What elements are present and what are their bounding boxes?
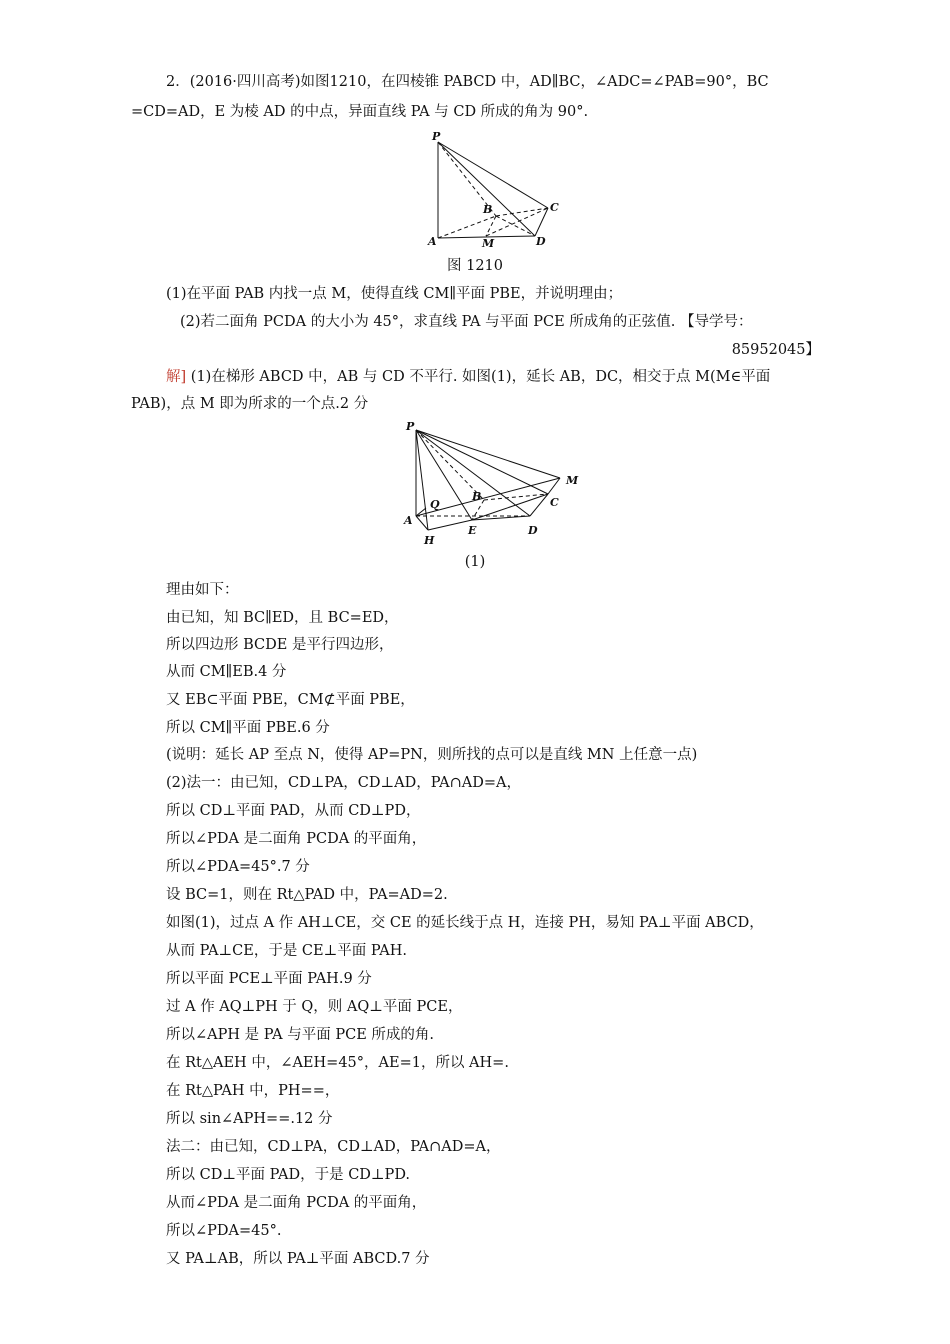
label-C: C: [550, 496, 559, 509]
label-D: D: [536, 235, 546, 248]
label-E: E: [468, 524, 477, 537]
edge-MC: [486, 208, 548, 236]
solution-line: 在 Rt△AEH 中，∠AEH=45°，AE=1，所以 AH=.: [166, 1055, 509, 1071]
label-M: M: [566, 474, 579, 487]
solution-line: 所以四边形 BCDE 是平行四边形，: [166, 637, 394, 653]
figure-1-caption: (1): [464, 554, 486, 570]
solution-line: 如图(1)，过点 A 作 AH⊥CE，交 CE 的延长线于点 H，连接 PH，易知 PA⊥平面 ABCD，: [166, 915, 764, 931]
solution-line: 所以∠PDA=45°.: [166, 1223, 282, 1239]
solution-text-1: (1)在梯形 ABCD 中，AB 与 CD 不平行. 如图(1)，延长 AB，DC，相交于点 M(M∈平面: [190, 369, 771, 385]
solution-line: 理由如下：: [166, 582, 239, 598]
solution-line: (2)法一：由已知，CD⊥PA，CD⊥AD，PA∩AD=A，: [166, 775, 522, 791]
solution-line: 法二：由已知，CD⊥PA，CD⊥AD，PA∩AD=A，: [166, 1139, 501, 1155]
edge-PD: [438, 142, 535, 236]
edge-BM: [486, 216, 496, 236]
label-H: H: [424, 534, 435, 546]
solution-line: 又 EB⊂平面 PBE，CM⊄平面 PBE，: [166, 692, 415, 708]
solution-line: 由已知，知 BC∥ED，且 BC=ED，: [166, 610, 399, 626]
solution-line: 从而 PA⊥CE，于是 CE⊥平面 PAH.: [166, 943, 408, 959]
solution-line: 所以平面 PCE⊥平面 PAH.9 分: [166, 971, 372, 987]
solution-line: 从而∠PDA 是二面角 PCDA 的平面角，: [166, 1195, 427, 1211]
label-P: P: [406, 420, 415, 433]
solution-line: 所以∠APH 是 PA 与平面 PCE 所成的角.: [166, 1027, 435, 1043]
solution-line: 设 BC=1，则在 Rt△PAD 中，PA=AD=2.: [166, 887, 448, 903]
solution-line: 所以 CD⊥平面 PAD，从而 CD⊥PD，: [166, 803, 421, 819]
solution-line: 过 A 作 AQ⊥PH 于 Q，则 AQ⊥平面 PCE，: [166, 999, 463, 1015]
edge-BD: [496, 216, 535, 236]
figure-1210-caption: 图 1210: [446, 258, 503, 274]
label-A: A: [428, 235, 437, 248]
solution-line: 所以 CD⊥平面 PAD，于是 CD⊥PD.: [166, 1167, 411, 1183]
edge-AB: [438, 216, 496, 238]
label-B: B: [483, 203, 493, 216]
solution-line: 又 PA⊥AB，所以 PA⊥平面 ABCD.7 分: [166, 1251, 430, 1267]
figure-1210: [420, 128, 570, 252]
solution-line: 所以∠PDA=45°.7 分: [166, 859, 310, 875]
problem-line-1: 2．(2016·四川高考)如图1210，在四棱锥 PABCD 中，AD∥BC，∠ADC=∠PAB=90°，BC: [166, 74, 769, 90]
question-1: (1)在平面 PAB 内找一点 M，使得直线 CM∥平面 PBE，并说明理由；: [166, 286, 623, 302]
solution-line-2: PAB)，点 M 即为所求的一个点.2 分: [131, 396, 369, 412]
solution-label: 解]: [166, 369, 187, 385]
label-C: C: [550, 201, 559, 214]
solution-line: 从而 CM∥EB.4 分: [166, 664, 287, 680]
solution-line: 在 Rt△PAH 中，PH==，: [166, 1083, 340, 1099]
solution-line: 所以 sin∠APH==.12 分: [166, 1111, 333, 1127]
guide-number: 85952045】: [731, 342, 820, 358]
figure-1: [398, 418, 588, 546]
label-M: M: [482, 237, 495, 250]
label-D: D: [528, 524, 538, 537]
edge-PC: [438, 142, 548, 208]
edge-HE: [428, 520, 472, 530]
label-A: A: [404, 514, 413, 527]
solution-line: 所以 CM∥平面 PBE.6 分: [166, 720, 330, 736]
label-B: B: [472, 490, 482, 503]
edge-PM: [416, 430, 560, 478]
question-2: (2)若二面角 PCDA 的大小为 45°，求直线 PA 与平面 PCE 所成角的正弦值. 【导学号：: [180, 314, 753, 330]
edge-DC: [535, 208, 548, 236]
solution-line-1: [166, 367, 770, 387]
label-Q: Q: [430, 498, 440, 511]
label-P: P: [432, 130, 441, 143]
solution-line: (说明：延长 AP 至点 N，使得 AP=PN，则所找的点可以是直线 MN 上任意一点): [166, 747, 698, 763]
problem-line-2: =CD=AD，E 为棱 AD 的中点，异面直线 PA 与 CD 所成的角为 90°.: [131, 104, 589, 120]
solution-line: 所以∠PDA 是二面角 PCDA 的平面角，: [166, 831, 427, 847]
